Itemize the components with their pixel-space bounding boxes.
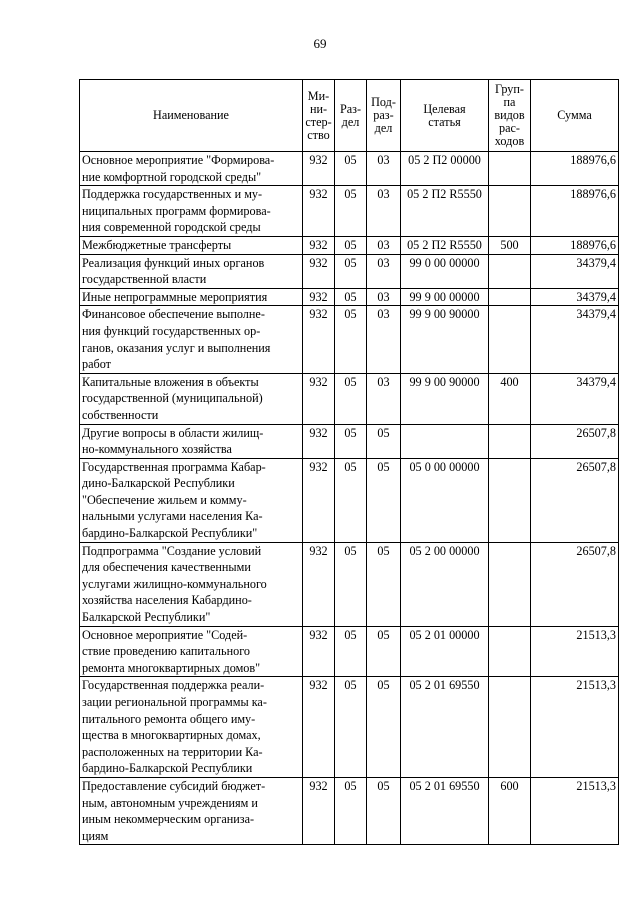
cell-section: 05 (335, 254, 367, 288)
table-row (80, 236, 619, 254)
cell-target: 05 2 01 00000 (401, 626, 489, 677)
cell-section: 05 (335, 373, 367, 424)
cell-name: Капитальные вложения в объекты государственной (муниципальной) собственности (80, 373, 303, 424)
cell-section: 05 (335, 458, 367, 542)
cell-ministry: 932 (303, 152, 335, 186)
cell-ministry: 932 (303, 458, 335, 542)
table-row (80, 254, 619, 288)
cell-subsection: 05 (367, 677, 401, 778)
cell-group (489, 306, 531, 373)
table-row (80, 288, 619, 306)
cell-group (489, 677, 531, 778)
cell-section: 05 (335, 152, 367, 186)
cell-name: Основное мероприятие "Формирова- ние комфортной городской среды" (80, 152, 303, 186)
cell-target: 05 2 П2 00000 (401, 152, 489, 186)
cell-group (489, 152, 531, 186)
cell-ministry: 932 (303, 288, 335, 306)
cell-name: Межбюджетные трансферты (80, 236, 303, 254)
cell-ministry: 932 (303, 424, 335, 458)
cell-section: 05 (335, 677, 367, 778)
cell-ministry: 932 (303, 626, 335, 677)
header-group-label: Груп- па видов рас- ходов (494, 82, 525, 148)
header-sum-label: Сумма (557, 108, 592, 122)
cell-group: 600 (489, 777, 531, 844)
cell-sum: 21513,3 (531, 626, 619, 677)
cell-group (489, 626, 531, 677)
cell-ministry: 932 (303, 186, 335, 237)
cell-name: Государственная программа Кабар- дино-Балкарской Республики "Обеспечение жильем и комму- нальными услугами населения Ка- бардино-Балкарской Республики" (80, 458, 303, 542)
cell-name: Государственная поддержка реали- зации региональной программы ка- питального ремонта общего иму- щества в многоквартирных домах, расположенных на территории Ка- бардино-Балкарской Республики (80, 677, 303, 778)
cell-sum: 26507,8 (531, 542, 619, 626)
cell-group (489, 186, 531, 237)
header-target-label: Целевая статья (423, 101, 466, 129)
cell-target (401, 424, 489, 458)
table-row (80, 152, 619, 186)
header-ministry (303, 80, 335, 152)
header-section (335, 80, 367, 152)
cell-target: 99 9 00 90000 (401, 306, 489, 373)
cell-section: 05 (335, 306, 367, 373)
cell-ministry: 932 (303, 542, 335, 626)
cell-name: Реализация функций иных органов государственной власти (80, 254, 303, 288)
cell-name: Основное мероприятие "Содей- ствие проведению капитального ремонта многоквартирных домов" (80, 626, 303, 677)
cell-target: 99 0 00 00000 (401, 254, 489, 288)
cell-target: 05 0 00 00000 (401, 458, 489, 542)
table-row (80, 626, 619, 677)
table-body (80, 152, 619, 845)
cell-subsection: 05 (367, 424, 401, 458)
cell-sum: 34379,4 (531, 306, 619, 373)
cell-subsection: 05 (367, 542, 401, 626)
cell-target: 05 2 П2 R5550 (401, 236, 489, 254)
cell-section: 05 (335, 777, 367, 844)
table-row (80, 373, 619, 424)
cell-target: 05 2 00 00000 (401, 542, 489, 626)
table-row (80, 458, 619, 542)
cell-section: 05 (335, 186, 367, 237)
cell-group (489, 424, 531, 458)
cell-ministry: 932 (303, 254, 335, 288)
table-row (80, 424, 619, 458)
table-header-row (80, 80, 619, 152)
cell-subsection: 03 (367, 152, 401, 186)
table-row (80, 677, 619, 778)
cell-group: 500 (489, 236, 531, 254)
cell-group (489, 458, 531, 542)
cell-section: 05 (335, 236, 367, 254)
cell-subsection: 05 (367, 458, 401, 542)
cell-sum: 188976,6 (531, 186, 619, 237)
cell-group (489, 288, 531, 306)
cell-group (489, 254, 531, 288)
cell-target: 05 2 01 69550 (401, 777, 489, 844)
cell-ministry: 932 (303, 236, 335, 254)
table-row (80, 306, 619, 373)
header-section-label: Раз- дел (339, 101, 362, 129)
cell-section: 05 (335, 542, 367, 626)
cell-subsection: 03 (367, 236, 401, 254)
cell-sum: 21513,3 (531, 677, 619, 778)
cell-sum: 188976,6 (531, 236, 619, 254)
cell-subsection: 03 (367, 288, 401, 306)
cell-name: Поддержка государственных и му- ниципальных программ формирова- ния современной городской среды (80, 186, 303, 237)
cell-target: 05 2 01 69550 (401, 677, 489, 778)
cell-name: Иные непрограммные мероприятия (80, 288, 303, 306)
cell-section: 05 (335, 424, 367, 458)
cell-sum: 26507,8 (531, 458, 619, 542)
header-name-label: Наименование (153, 108, 229, 122)
cell-subsection: 03 (367, 254, 401, 288)
cell-target: 99 9 00 00000 (401, 288, 489, 306)
page-number: 69 (313, 36, 327, 51)
cell-name: Предоставление субсидий бюджет- ным, автономным учреждениям и иным некоммерческим организа- циям (80, 777, 303, 844)
cell-ministry: 932 (303, 777, 335, 844)
cell-ministry: 932 (303, 677, 335, 778)
header-sum (531, 80, 619, 152)
cell-subsection: 05 (367, 626, 401, 677)
table-row (80, 186, 619, 237)
cell-sum: 21513,3 (531, 777, 619, 844)
cell-section: 05 (335, 288, 367, 306)
cell-subsection: 03 (367, 373, 401, 424)
cell-target: 05 2 П2 R5550 (401, 186, 489, 237)
cell-sum: 34379,4 (531, 288, 619, 306)
cell-group (489, 542, 531, 626)
header-subsection (367, 80, 401, 152)
cell-name: Финансовое обеспечение выполне- ния функций государственных ор- ганов, оказания услуг и выполнения работ (80, 306, 303, 373)
header-ministry-label: Ми- ни- стер- ство (305, 88, 332, 142)
cell-sum: 34379,4 (531, 254, 619, 288)
cell-subsection: 05 (367, 777, 401, 844)
header-group (489, 80, 531, 152)
cell-section: 05 (335, 626, 367, 677)
cell-target: 99 9 00 90000 (401, 373, 489, 424)
cell-ministry: 932 (303, 373, 335, 424)
cell-sum: 26507,8 (531, 424, 619, 458)
header-target (401, 80, 489, 152)
budget-table (79, 79, 619, 845)
cell-sum: 188976,6 (531, 152, 619, 186)
cell-subsection: 03 (367, 306, 401, 373)
cell-group: 400 (489, 373, 531, 424)
header-name (80, 80, 303, 152)
table-row (80, 777, 619, 844)
cell-sum: 34379,4 (531, 373, 619, 424)
header-subsection-label: Под- раз- дел (371, 95, 396, 135)
cell-name: Другие вопросы в области жилищ- но-коммунального хозяйства (80, 424, 303, 458)
cell-subsection: 03 (367, 186, 401, 237)
cell-name: Подпрограмма "Создание условий для обеспечения качественными услугами жилищно-коммунального хозяйства населения Кабардино- Балкарской Республики" (80, 542, 303, 626)
table-row (80, 542, 619, 626)
cell-ministry: 932 (303, 306, 335, 373)
